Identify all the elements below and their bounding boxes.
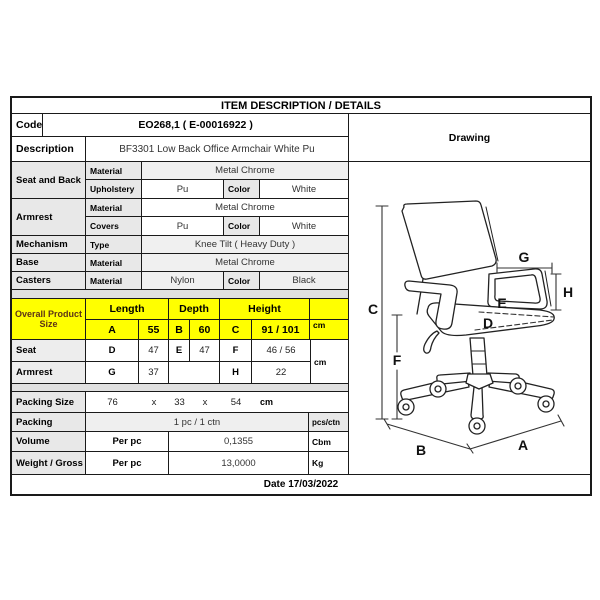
armrest-material-value: Metal Chrome [215, 202, 275, 214]
volume-label: Volume [12, 432, 86, 451]
dim-line-B [384, 419, 473, 453]
base-material-label: Material [86, 254, 142, 271]
packing-size-row [12, 392, 348, 413]
base-row [12, 254, 348, 272]
packing-size-x2: x [202, 396, 208, 408]
mechanism-row [12, 236, 348, 254]
seat-size-label: Seat [12, 340, 86, 361]
date-row: Date 17/03/2022 [263, 479, 339, 491]
weight-row [12, 452, 348, 474]
sheet-title: ITEM DESCRIPTION / DETAILS [12, 98, 590, 114]
drawing-panel [349, 114, 590, 474]
seat-length-letter: D [86, 340, 139, 361]
armrest-material-label: Material [86, 199, 142, 216]
seat-height-letter: F [220, 340, 252, 361]
dim-line-H [551, 274, 561, 310]
separator-strip [12, 290, 348, 299]
description-label: Description [12, 137, 86, 161]
length-header: Length [86, 299, 169, 319]
height-header: Height [220, 299, 310, 319]
seat-armrest-sizes [12, 340, 348, 384]
casters-color-label: Color [224, 272, 260, 289]
overall-depth-value: 60 [190, 320, 220, 339]
description-value: BF3301 Low Back Office Armchair White Pu [119, 143, 315, 155]
seat-back-group [12, 162, 348, 199]
packing-size-trailing [310, 392, 348, 412]
seat-back-material-value: Metal Chrome [142, 162, 348, 179]
overall-height-letter: C [220, 320, 252, 339]
seat-back-material-label: Material [86, 162, 142, 179]
drawing-title: Drawing [349, 114, 590, 162]
dim-letter-A: A [517, 437, 529, 454]
dim-letter-H: H [562, 284, 574, 301]
code-value: EO268,1 ( E-00016922 ) [138, 119, 253, 132]
seat-height-value: 46 / 56 [266, 345, 296, 357]
overall-size-label: Overall Product Size [12, 299, 86, 339]
armrest-size-label: Armrest [12, 362, 86, 383]
seat-depth-value: 47 [190, 340, 220, 361]
casters-material-value: Nylon [142, 272, 224, 289]
packing-size-x1: x [151, 396, 157, 408]
armrest-length-letter: G [86, 362, 139, 383]
seat-depth-letter: E [169, 340, 190, 361]
armrest-color-value: White [291, 220, 317, 232]
armrest-length-value: 37 [139, 362, 169, 383]
base-material-value: Metal Chrome [142, 254, 348, 271]
armrest-label: Armrest [12, 199, 86, 235]
volume-row [12, 432, 348, 452]
casters-material-label: Material [86, 272, 142, 289]
packing-size-v3: 54 [230, 396, 242, 408]
dim-letter-G: G [518, 249, 530, 266]
seat-back-upholstery-value: Pu [142, 180, 224, 198]
packing-unit: pcs/ctn [309, 413, 348, 431]
volume-per: Per pc [86, 432, 169, 451]
volume-value: 0,1355 [169, 432, 309, 451]
dim-letter-C: C [367, 301, 379, 318]
seat-length-value: 47 [139, 340, 169, 361]
casters-label: Casters [12, 272, 86, 289]
casters-color-value: Black [260, 272, 348, 289]
spec-left-section [12, 114, 349, 474]
packing-size-v2: 33 [174, 396, 185, 408]
armrest-color-label: Color [224, 217, 260, 235]
weight-value: 13,0000 [169, 452, 309, 474]
overall-height-value: 91 / 101 [252, 320, 310, 339]
code-label: Code [12, 114, 43, 136]
packing-size-v1: 76 [107, 396, 118, 408]
dim-letter-F: F [392, 352, 402, 369]
dim-letter-E: E [497, 295, 507, 312]
description-row [12, 137, 348, 162]
casters-row [12, 272, 348, 290]
packing-label: Packing [12, 413, 86, 431]
packing-size-unit: cm [260, 397, 274, 408]
base-label: Base [12, 254, 86, 271]
overall-unit: cm [310, 320, 348, 339]
dim-letter-D: D [482, 315, 494, 332]
armrest-covers-value: Pu [142, 217, 224, 235]
chair-drawing [349, 162, 590, 469]
seat-armrest-unit: cm [310, 340, 348, 383]
weight-unit: Kg [312, 458, 324, 469]
chair-backrest [402, 201, 496, 279]
packing-row [12, 413, 348, 432]
drawing-area [349, 162, 590, 474]
overall-depth-letter: B [169, 320, 190, 339]
overall-length-letter: A [86, 320, 139, 339]
mechanism-type-label: Type [86, 236, 142, 253]
armrest-height-value: 22 [275, 367, 287, 379]
depth-header: Depth [169, 299, 220, 319]
overall-length-value: 55 [139, 320, 169, 339]
weight-per: Per pc [86, 452, 169, 474]
unit-header-empty [310, 299, 348, 319]
weight-label: Weight / Gross [12, 452, 86, 474]
armrest-group [12, 199, 348, 236]
packing-size-label: Packing Size [12, 392, 86, 412]
armrest-covers-label: Covers [86, 217, 142, 235]
separator-strip-2 [12, 384, 348, 392]
seat-back-upholstery-label: Upholstery [86, 180, 142, 198]
item-description-table [10, 96, 592, 496]
code-row [12, 114, 348, 137]
overall-size-header [12, 299, 348, 340]
seat-back-label: Seat and Back [12, 162, 86, 198]
seat-back-color-value: White [291, 183, 317, 195]
dim-letter-B: B [415, 442, 427, 459]
chair-gaslift [470, 338, 487, 376]
mechanism-label: Mechanism [12, 236, 86, 253]
packing-value: 1 pc / 1 ctn [86, 413, 309, 431]
armrest-height-letter: H [220, 362, 252, 383]
chair-lever [424, 331, 439, 353]
seat-back-color-label: Color [224, 180, 260, 198]
armrest-depth-empty [169, 362, 220, 383]
volume-unit: Cbm [312, 436, 331, 447]
mechanism-type-value: Knee Tilt ( Heavy Duty ) [142, 236, 348, 253]
